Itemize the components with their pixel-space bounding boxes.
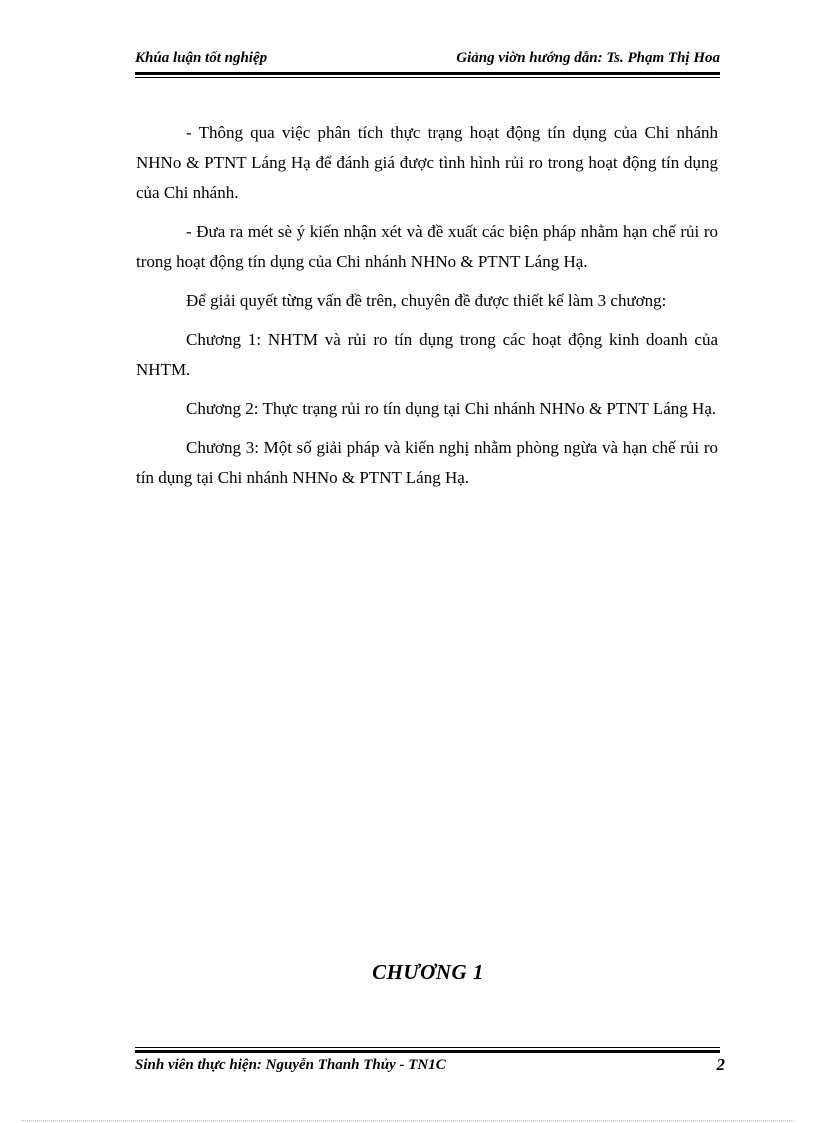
page-edge: [22, 1120, 794, 1121]
page-number: 2: [716, 1055, 725, 1074]
page-header: [135, 48, 720, 72]
header-supervisor: Giảng viờn hướng dẫn: Ts. Phạm Thị Hoa: [456, 50, 720, 66]
footer-rule-thick: [135, 1050, 720, 1053]
paragraph: Để giải quyết từng vấn đề trên, chuyên đề được thiết kế làm 3 chương:: [186, 291, 667, 310]
page-footer: [135, 1055, 725, 1079]
footer-rule-thin: [135, 1047, 720, 1048]
paragraph: Chương 2: Thực trạng rủi ro tín dụng tại Chi nhánh NHNo & PTNT Láng Hạ.: [186, 399, 717, 418]
chapter-heading: CHƯƠNG 1: [372, 960, 484, 984]
paragraph: - Đưa ra mét sè ý kiến nhận xét và đề xuất các biện pháp nhằm hạn chế rủi ro trong hoạt động tín dụng của Chi nhánh NHNo & PTNT Láng Hạ.: [136, 222, 718, 271]
paragraph: Chương 1: NHTM và rủi ro tín dụng trong các hoạt động kinh doanh của NHTM.: [136, 330, 718, 379]
body-text: [136, 118, 718, 502]
header-thesis-title: Khúa luận tốt nghiệp: [135, 50, 268, 66]
header-rule-thick: [135, 72, 720, 75]
paragraph: Chương 3: Một số giải pháp và kiến nghị nhằm phòng ngừa và hạn chế rủi ro tín dụng tại Chi nhánh NHNo & PTNT Láng Hạ.: [136, 438, 718, 487]
paragraph: - Thông qua việc phân tích thực trạng hoạt động tín dụng của Chi nhánh NHNo & PTNT Láng Hạ để đánh giá được tình hình rủi ro trong hoạt động tín dụng của Chi nhánh.: [136, 123, 718, 202]
footer-author: Sinh viên thực hiện: Nguyễn Thanh Thủy - TN1C: [135, 1057, 446, 1073]
header-rule-thin: [135, 77, 720, 78]
